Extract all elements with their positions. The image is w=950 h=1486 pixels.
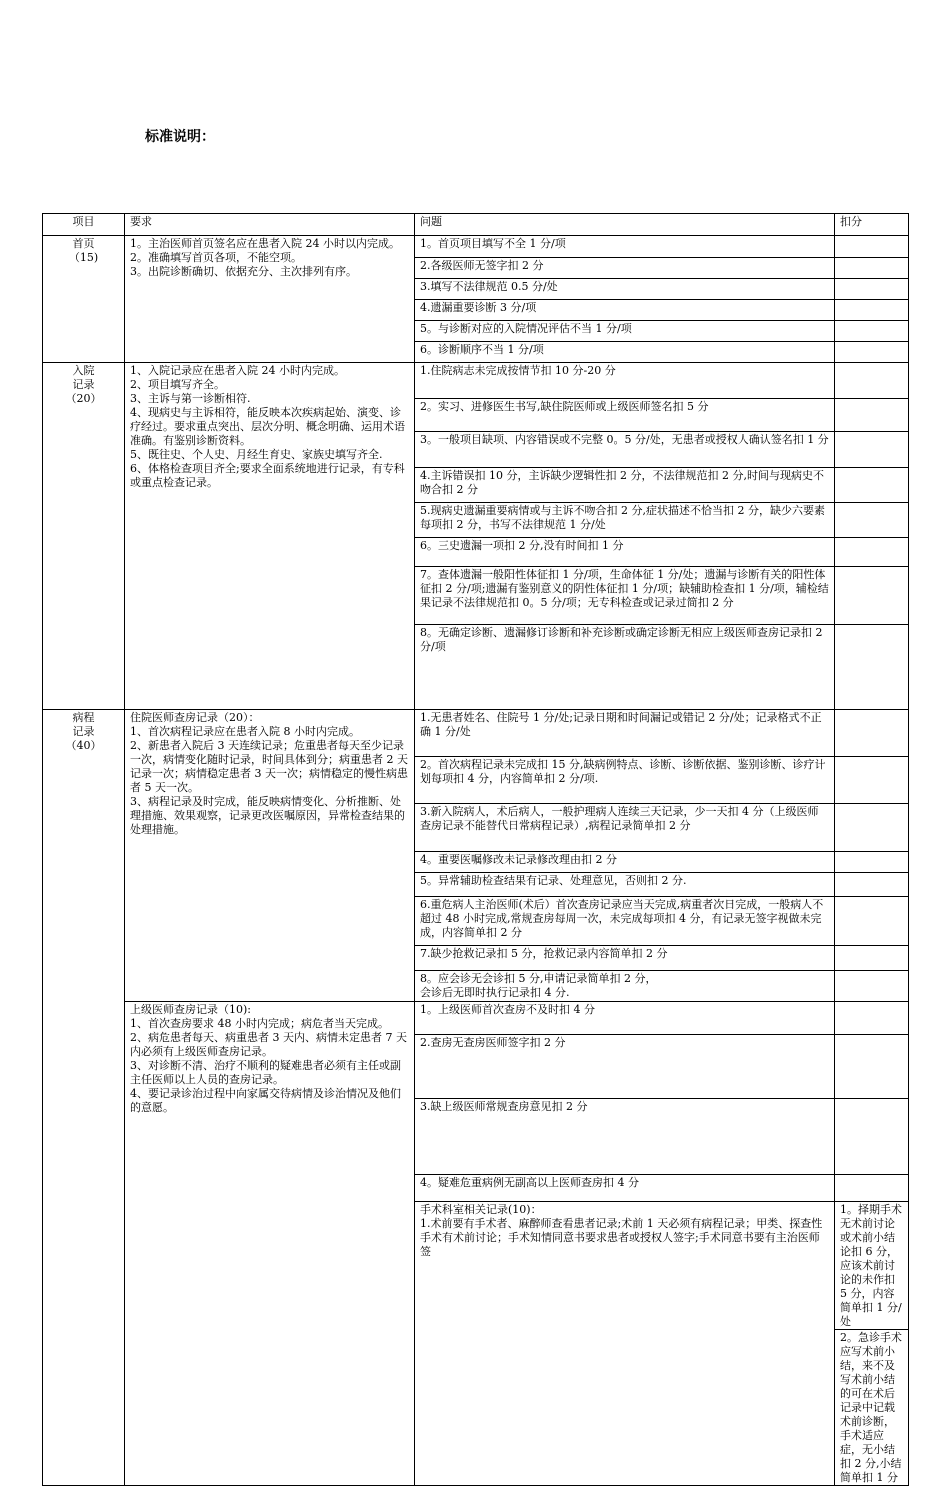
deduction-cell[interactable] <box>835 468 909 503</box>
problem-cell: 1。首页项目填写不全 1 分/项 <box>415 236 835 258</box>
deduction-cell[interactable] <box>835 804 909 852</box>
category-cell: 首页 （15) <box>43 236 125 363</box>
problem-cell: 8。应会诊无会诊扣 5 分,申请记录简单扣 2 分， 会诊后无即时执行记录扣 4 分. <box>415 971 835 1002</box>
deduction-cell[interactable] <box>835 946 909 971</box>
problem-cell: 5。与诊断对应的入院情况评估不当 1 分/项 <box>415 321 835 342</box>
document-title: 标准说明： <box>145 129 215 145</box>
requirement-cell: 上级医师查房记录（10): 1、首次查房要求 48 小时内完成；病危者当天完成。 2、病危患者每天、病重患者 3 天内、病情未定患者 7 天内必须有上级医师查房记录。 3、对诊断不清、治疗不顺利的疑难患者必须有主任或副主任医师以上人员的查房记录。 4、要记录诊治过程中向家属交待病情及诊治情况及他们的意愿。 <box>125 1002 415 1486</box>
problem-cell: 3.填写不法律规范 0.5 分/处 <box>415 279 835 300</box>
deduction-cell[interactable] <box>835 503 909 538</box>
requirement-cell: 手术科室相关记录(10)： 1.术前要有手术者、麻醉师查看患者记录;术前 1 天必须有病程记录；甲类、探查性手术有术前讨论；手术知情同意书要求患者或授权人签字;手术同意书要有主治医师签 <box>415 1202 835 1486</box>
deduction-cell[interactable] <box>835 852 909 873</box>
deduction-cell[interactable] <box>835 399 909 432</box>
deduction-cell[interactable] <box>835 258 909 279</box>
deduction-cell[interactable] <box>835 971 909 1002</box>
table-row <box>43 363 909 399</box>
deduction-cell[interactable] <box>835 897 909 946</box>
problem-cell: 7.缺少抢救记录扣 5 分，抢救记录内容简单扣 2 分 <box>415 946 835 971</box>
problem-cell: 3.新入院病人，术后病人，一般护理病人连续三天记录，少一天扣 4 分（上级医师查房记录不能替代日常病程记录）,病程记录简单扣 2 分 <box>415 804 835 852</box>
deduction-cell[interactable] <box>835 710 909 757</box>
header-problem: 问题 <box>415 214 835 236</box>
deduction-cell[interactable] <box>835 625 909 710</box>
header-item: 项目 <box>43 214 125 236</box>
requirement-cell: 1、入院记录应在患者入院 24 小时内完成。 2、项目填写齐全。 3、主诉与第一诊断相符. 4、现病史与主诉相符，能反映本次疾病起始、演变、诊疗经过。要求重点突出、层次分明、概念明确、运用术语准确。有鉴别诊断资料。 5、既往史、个人史、月经生育史、家族史填写齐全. 6、体格检查项目齐全;要求全面系统地进行记录，有专科或重点检查记录。 <box>125 363 415 710</box>
deduction-cell[interactable] <box>835 567 909 625</box>
problem-cell: 2.各级医师无签字扣 2 分 <box>415 258 835 279</box>
requirement-cell: 1。主治医师首页签名应在患者入院 24 小时以内完成。 2。准确填写首页各项，不能空项。 3。出院诊断确切、依据充分、主次排列有序。 <box>125 236 415 363</box>
header-requirement: 要求 <box>125 214 415 236</box>
deduction-cell[interactable] <box>835 873 909 897</box>
deduction-cell[interactable] <box>835 236 909 258</box>
table-header-row <box>43 214 909 236</box>
problem-cell: 4。疑难危重病例无副高以上医师查房扣 4 分 <box>415 1175 835 1202</box>
problem-cell: 3。一般项目缺项、内容错误或不完整 0。5 分/处，无患者或授权人确认签名扣 1 分 <box>415 432 835 468</box>
table-row <box>43 710 909 757</box>
problem-cell: 1。上级医师首次查房不及时扣 4 分 <box>415 1002 835 1035</box>
deduction-cell[interactable] <box>835 342 909 363</box>
problem-cell: 1。择期手术无术前讨论或术前小结论扣 6 分，应该术前讨论的未作扣 5 分，内容简单扣 1 分/处 <box>835 1202 909 1330</box>
problem-cell: 4.主诉错误扣 10 分，主诉缺少逻辑性扣 2 分，不法律规范扣 2 分,时间与现病史不吻合扣 2 分 <box>415 468 835 503</box>
category-cell: 入院 记录 （20） <box>43 363 125 710</box>
deduction-cell[interactable] <box>835 538 909 567</box>
deduction-cell[interactable] <box>835 300 909 321</box>
table-row <box>43 236 909 258</box>
problem-cell: 2。首次病程记录未完成扣 15 分,缺病例特点、诊断、诊断依据、鉴别诊断、诊疗计划每项扣 4 分，内容简单扣 2 分/项. <box>415 757 835 804</box>
problem-cell: 1.无患者姓名、住院号 1 分/处;记录日期和时间漏记或错记 2 分/处；记录格式不正确 1 分/处 <box>415 710 835 757</box>
deduction-cell[interactable] <box>835 757 909 804</box>
deduction-cell[interactable] <box>835 363 909 399</box>
problem-cell: 5.现病史遗漏重要病情或与主诉不吻合扣 2 分,症状描述不恰当扣 2 分，缺少六要素每项扣 2 分，书写不法律规范 1 分/处 <box>415 503 835 538</box>
problem-cell: 8。无确定诊断、遗漏修订诊断和补充诊断或确定诊断无相应上级医师查房记录扣 2 分/项 <box>415 625 835 710</box>
deduction-cell[interactable] <box>835 1035 909 1099</box>
requirement-cell: 住院医师查房记录（20）： 1、首次病程记录应在患者入院 8 小时内完成。 2、新患者入院后 3 天连续记录；危重患者每天至少记录一次，病情变化随时记录，时间具体到分；病重患者 2 天记录一次；病情稳定患者 3 天一次；病情稳定的慢性病患者 5 天一次。 3、病程记录及时完成，能反映病情变化、分析推断、处理措施、效果观察，记录更改医嘱原因，异常检查结果的处理措施。 <box>125 710 415 1002</box>
problem-cell: 4。重要医嘱修改未记录修改理由扣 2 分 <box>415 852 835 873</box>
problem-cell: 7。查体遗漏一般阳性体征扣 1 分/项，生命体征 1 分/处；遗漏与诊断有关的阳性体征扣 2 分/项;遗漏有鉴别意义的阴性体征扣 1 分/项；缺辅助检查扣 1 分/项，辅检结果记录不法律规范扣 0。5 分/项；无专科检查或记录过简扣 2 分 <box>415 567 835 625</box>
deduction-cell[interactable] <box>835 1099 909 1175</box>
table-row <box>43 1002 909 1035</box>
category-cell: 病程 记录 （40） <box>43 710 125 1486</box>
deduction-cell[interactable] <box>835 432 909 468</box>
problem-cell: 4.遗漏重要诊断 3 分/项 <box>415 300 835 321</box>
deduction-cell[interactable] <box>835 1002 909 1035</box>
problem-cell: 6。诊断顺序不当 1 分/项 <box>415 342 835 363</box>
deduction-cell[interactable] <box>835 1175 909 1202</box>
deduction-cell[interactable] <box>835 279 909 300</box>
problem-cell: 5。异常辅助检查结果有记录、处理意见，否则扣 2 分. <box>415 873 835 897</box>
problem-cell: 2.查房无查房医师签字扣 2 分 <box>415 1035 835 1099</box>
problem-cell: 2。实习、进修医生书写,缺住院医师或上级医师签名扣 5 分 <box>415 399 835 432</box>
problem-cell: 2。急诊手术应写术前小结，来不及写术前小结的可在术后记录中记载术前诊断，手术适应症，无小结扣 2 分,小结简单扣 1 分 <box>835 1330 909 1486</box>
problem-cell: 6.重危病人主治医师(术后）首次查房记录应当天完成,病重者次日完成，一般病人不超过 48 小时完成,常规查房每周一次，未完成每项扣 4 分，有记录无签字视做未完成，内容简单扣 2 分 <box>415 897 835 946</box>
problem-cell: 6。三史遗漏一项扣 2 分,没有时间扣 1 分 <box>415 538 835 567</box>
problem-cell: 1.住院病志未完成按情节扣 10 分-20 分 <box>415 363 835 399</box>
scoring-table <box>42 213 909 1486</box>
deduction-cell[interactable] <box>835 321 909 342</box>
header-deduction: 扣分 <box>835 214 909 236</box>
problem-cell: 3.缺上级医师常规查房意见扣 2 分 <box>415 1099 835 1175</box>
